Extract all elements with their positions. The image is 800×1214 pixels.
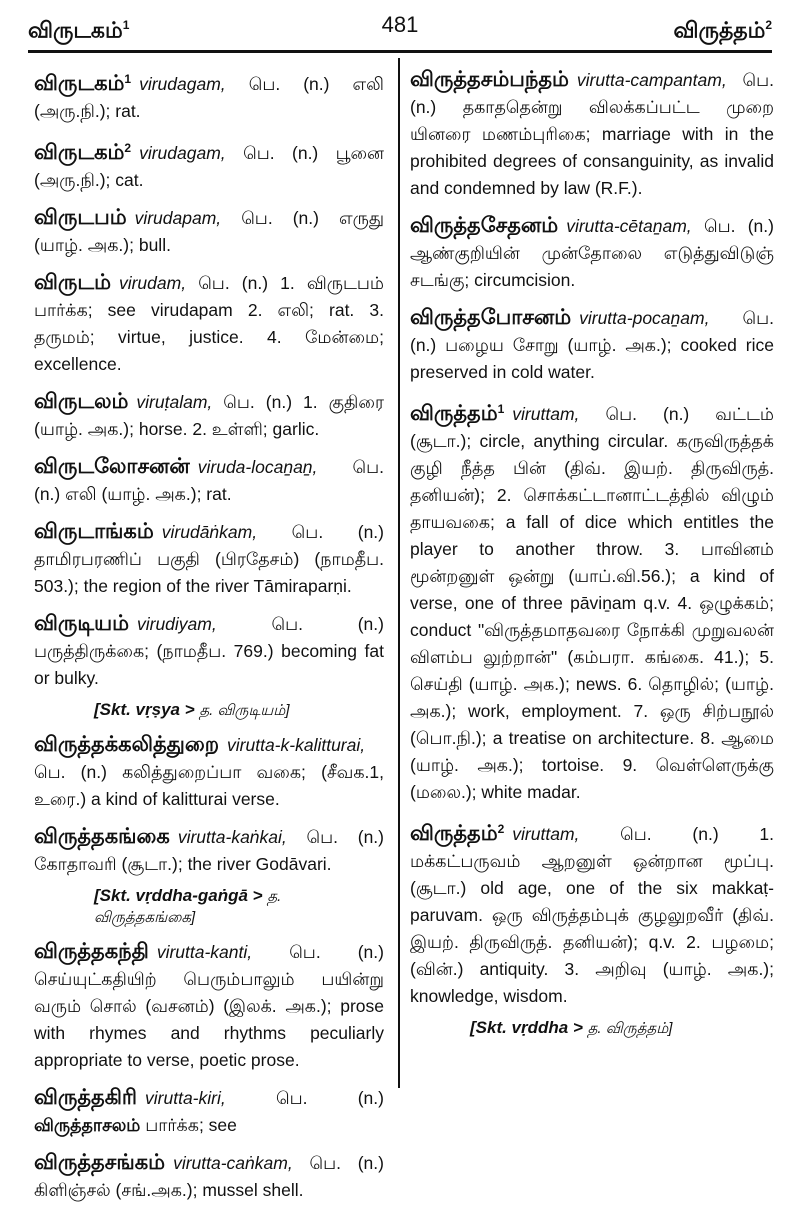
headword: விருத்தகிரி (34, 1085, 138, 1109)
dictionary-entry (34, 610, 384, 692)
headword: விருடகம் (34, 71, 125, 95)
definition: பெ. (n.) கோதாவரி (சூடா.); the river Godāvari. (34, 826, 384, 874)
dictionary-entry: விருத்தம்$^1$ viruttam, பெ. (n.) வட்டம் (சூடா.); circle, anything circular. கருவிருத்தக் குழி நீத்த பின் (திவ். இயற். திருவிருத். தனியன்); 2. சொக்கட்டானாட்டத்தில் விழும் தாயவகை; a fall of dice which entitles the player to another throw. 3. பாவினம் மூன்றனுள் ஒன்று (யாப்.வி.56.); a kind of verse, one of three pāviṉam q.v. 4. ஒழுக்கம்; conduct "விருத்தமாதவரை நோக்கி முறுவலன் விளம்ப லுற்றான்" (கம்பரா. கங்கை. 41.); 5. செய்தி (யாழ். அக.); news. 6. தொழில்; (யாழ். அக.); work, employment. 7. ஒரு சிற்பநூல் (பொ.நி.); a treatise on architecture. 8. ஆமை (யாழ். அக.); tortoise. 9. வெள்ளெருக்கு (மலை.); white madar. (410, 401, 774, 802)
definition: பெ. (n.) பருத்திருக்கை; (நாமதீப. 769.) becoming fat or bulky. (34, 613, 384, 688)
dictionary-entry (410, 66, 774, 202)
headword: விருடலம் (34, 389, 129, 413)
headword: விருத்தம் (410, 821, 498, 845)
transliteration: viruṭalam, (136, 391, 213, 412)
definition: பெ. (n.) எலி (அரு.நி.); rat. (34, 73, 384, 121)
definition: பெ. (n.) கிளிஞ்சல் (சங்.அக.); mussel shell. (34, 1152, 384, 1200)
headword: விருடம் (34, 270, 111, 294)
dictionary-entry (34, 453, 384, 508)
page-header (28, 6, 772, 46)
dictionary-entry (34, 731, 384, 813)
column-divider (398, 58, 400, 1088)
transliteration: virudiyam, (136, 613, 217, 634)
definition: பெ. (n.) 1. விருடபம் பார்க்க; see virudapam 2. எலி; rat. 3. தருமம்; virtue, justice. 4. மேன்மை; excellence. (34, 272, 384, 374)
transliteration: virudagam, (139, 142, 226, 163)
definition: பெ. (n.) தாமிரபரணிப் பகுதி (பிரதேசம்) (நாமதீப. 503.); the region of the river Tāmiraparṇi. (34, 521, 384, 596)
dictionary-entry (410, 212, 774, 294)
dictionary-entry (34, 938, 384, 1074)
dictionary-entry (34, 1149, 384, 1204)
cross-reference: விருத்தாசலம் (34, 1114, 141, 1135)
transliteration: viruttam, (512, 823, 580, 844)
etymology-note: [Skt. vṛṣya > த. விருடியம்] (94, 699, 290, 719)
definition: பெ. (n.) ஆண்குறியின் முன்தோலை எடுத்துவிடுஞ் சடங்கு; circumcision. (410, 216, 774, 290)
definition: பெ. (n.) தகாததென்று விலக்கப்பட்ட முறை யினரை மணம்புரிகை; marriage with in the prohibited degrees of consanguinity, as invalid and condemned by law (R.F.). (410, 70, 774, 198)
header-right-guideword: விருத்தம்$^2$ (673, 17, 772, 43)
definition: பெ. (n.) 1. குதிரை (யாழ். அக.); horse. 2. உள்ளி; garlic. (34, 391, 384, 439)
transliteration: virudagam, (139, 73, 226, 94)
headword: விருத்தம் (410, 401, 498, 425)
right-column (410, 66, 774, 1049)
dictionary-entry: விருடகம்$^1$ virudagam, பெ. (n.) எலி (அரு.நி.); rat. (34, 71, 384, 121)
transliteration: viruda-locaṉaṉ, (197, 456, 318, 477)
transliteration: virutta-pocaṉam, (579, 308, 710, 328)
transliteration: virutta-kanti, (156, 941, 253, 962)
dictionary-entry: விருத்தம்$^2$ viruttam, பெ. (n.) 1. மக்கட்பருவம் ஆறனுள் ஒன்றான மூப்பு. (சூடா.) old age, one of the six makkaṭ-paruvam. ஒரு விருத்தம்புக் குழலுறவீர் (திவ். இயற். திருவிருத். தனியன்); q.v. 2. பழமை; (வின்.) antiquity. 3. அறிவு (யாழ். அக.); knowledge, wisdom. (410, 821, 774, 1006)
definition: பெ. (n.) கலித்துறைப்பா வகை; (சீவக.1, உரை.) a kind of kalitturai verse. (34, 761, 384, 809)
definition: பெ. (n.) செய்யுட்கதியிற் பெரும்பாலும் பயின்று வரும் சொல் (வசனம்) (இலக். அக.); prose with rhymes and rhythms peculiarly appropriate to verse, poetic prose. (34, 941, 384, 1070)
headword: விருடகம் (34, 140, 125, 164)
definition: பெ. (n.) வட்டம் (சூடா.); circle, anything circular. கருவிருத்தக் குழி நீத்த பின் (திவ். இயற். திருவிருத். தனியன்); 2. சொக்கட்டானாட்டத்தில் விழும் தாயவகை; a fall of dice which entitles the player to another throw. 3. பாவினம் மூன்றனுள் ஒன்று (யாப்.வி.56.); a kind of verse, one of three pāviṉam q.v. 4. ஒழுக்கம்; conduct "விருத்தமாதவரை நோக்கி முறுவலன் விளம்ப லுற்றான்" (கம்பரா. கங்கை. 41.); 5. செய்தி (யாழ். அக.); news. 6. தொழில்; (யாழ். அக.); work, employment. 7. ஒரு சிற்பநூல் (பொ.நி.); a treatise on architecture. 8. ஆமை (யாழ். அக.); tortoise. 9. வெள்ளெருக்கு (மலை.); white madar. (410, 403, 774, 802)
definition: பெ. (n.) (275, 1087, 384, 1108)
dictionary-entry (34, 269, 384, 378)
definition: பெ. (n.) 1. மக்கட்பருவம் ஆறனுள் ஒன்றான மூப்பு. (சூடா.) old age, one of the six makkaṭ-paruvam. ஒரு விருத்தம்புக் குழலுறவீர் (திவ். இயற். திருவிருத். தனியன்); q.v. 2. பழமை; (வின்.) antiquity. 3. அறிவு (யாழ். அக.); knowledge, wisdom. (410, 823, 774, 1006)
transliteration: virudapam, (134, 207, 222, 228)
dictionary-entry (34, 823, 384, 878)
dictionary-entry: விருத்தகிரி virutta-kiri, பெ. (n.) விருத்தாசலம் பார்க்க; see (34, 1085, 384, 1135)
headword: விருடபம் (34, 205, 127, 229)
transliteration: virutta-k-kalitturai, (227, 734, 366, 755)
dictionary-entry (410, 304, 774, 386)
headword: விருடியம் (34, 611, 129, 635)
dictionary-entry (34, 204, 384, 259)
headword: விருடலோசனன் (34, 454, 190, 478)
transliteration: virutta-caṅkam, (173, 1152, 293, 1173)
dictionary-entry (34, 518, 384, 600)
headword: விருத்தகந்தி (34, 939, 149, 963)
transliteration: virutta-cētaṉam, (566, 216, 692, 236)
dictionary-entry: விருடகம்$^2$ virudagam, பெ. (n.) பூனை (அரு.நி.); cat. (34, 140, 384, 190)
etymology-note: [Skt. vṛddha > த. விருத்தம்] (470, 1017, 673, 1037)
transliteration: viruttam, (512, 403, 580, 424)
page-number: 481 (381, 12, 419, 37)
definition: பெ. (n.) பழைய சோறு (யாழ். அக.); cooked rice preserved in cold water. (410, 308, 774, 382)
transliteration: virutta-campantam, (576, 70, 727, 90)
headword: விருத்தசங்கம் (34, 1150, 166, 1174)
transliteration: virutta-kiri, (145, 1087, 226, 1108)
header-left-guideword: விருடகம்$^1$ (28, 17, 130, 43)
definition: பெ. (n.) எலி (யாழ். அக.); rat. (34, 456, 384, 504)
headword: விருத்தக்கலித்துறை (34, 732, 220, 756)
headword: விருத்தகங்கை (34, 824, 170, 848)
headword: விருத்தசம்பந்தம் (410, 68, 569, 91)
transliteration: virutta-kaṅkai, (177, 826, 287, 847)
etymology-note: [Skt. vṛddha-gaṅgā > த. விருத்தகங்கை] (94, 885, 282, 926)
dictionary-entry (34, 388, 384, 443)
transliteration: virudāṅkam, (161, 521, 258, 542)
headword: விருடாங்கம் (34, 519, 154, 543)
header-rule (28, 50, 772, 53)
definition: பெ. (n.) எருது (யாழ். அக.); bull. (34, 207, 384, 255)
left-column (34, 66, 384, 1214)
transliteration: virudam, (118, 272, 187, 293)
headword: விருத்தசேதனம் (410, 214, 559, 237)
definition: பெ. (n.) பூனை (அரு.நி.); cat. (34, 142, 384, 190)
headword: விருத்தபோசனம் (410, 306, 572, 329)
